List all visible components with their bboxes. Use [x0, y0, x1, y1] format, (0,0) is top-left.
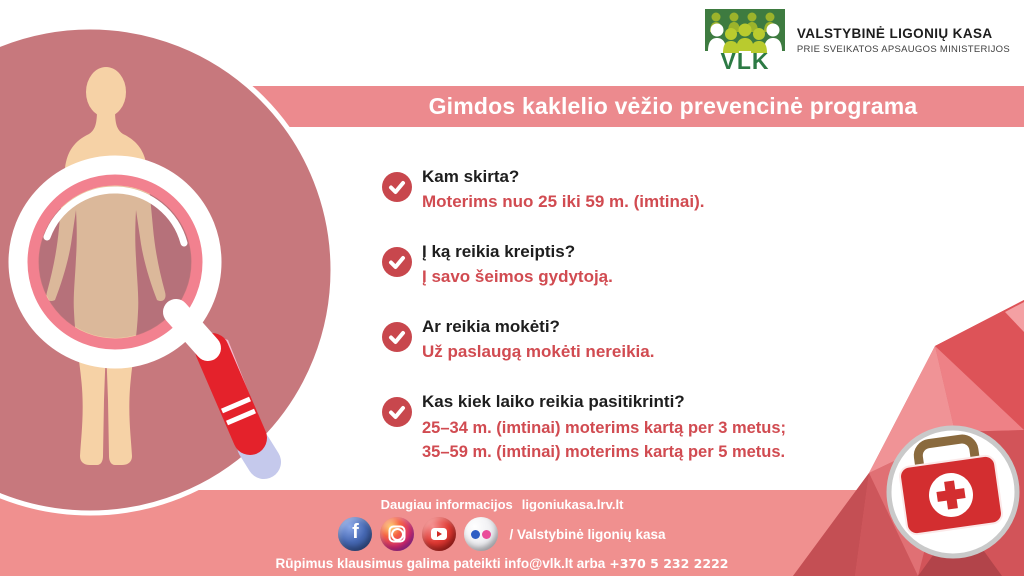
answer: Į savo šeimos gydytoją. — [422, 266, 613, 286]
magnifying-glass-icon — [18, 165, 264, 462]
answer: Už paslaugą mokėti nereikia. — [422, 341, 655, 361]
play-glyph — [431, 528, 447, 540]
question: Kas kiek laiko reikia pasitikrinti? — [422, 391, 685, 411]
qa-item-ar-moketi — [382, 317, 832, 362]
question: Į ką reikia kreiptis? — [422, 241, 576, 261]
more-info-url: ligoniukasa.lrv.lt — [521, 497, 624, 512]
footer-bar — [0, 490, 1024, 576]
brand-text — [797, 26, 1010, 55]
brand-subtitle: PRIE SVEIKATOS APSAUGOS MINISTERIJOS — [796, 43, 1010, 55]
title-bar — [252, 86, 1024, 127]
answer: Moterims nuo 25 iki 59 m. (imtinai). — [422, 191, 705, 211]
footer-content — [0, 490, 1004, 576]
social-row — [0, 517, 1004, 551]
qa-item-kas-kiek-laiko — [382, 392, 832, 465]
qa-item-kam-skirta — [382, 167, 832, 212]
vlk-logo-text: VLK — [720, 48, 770, 71]
facebook-glyph: f — [352, 521, 359, 543]
camera-glyph — [389, 526, 406, 543]
flickr-icon[interactable] — [464, 517, 498, 551]
question: Ar reikia mokėti? — [422, 316, 560, 336]
facebook-icon[interactable] — [338, 517, 372, 551]
more-info-line — [0, 497, 1004, 512]
social-caption: / Valstybinė ligonių kasa — [509, 526, 666, 542]
check-icon — [382, 322, 412, 352]
check-icon — [382, 397, 412, 427]
vlk-logo — [703, 9, 787, 71]
contact-text: Rūpimus klausimus galima pateikti info@vlk.lt arba — [275, 556, 606, 571]
female-body-silhouette — [46, 67, 165, 465]
youtube-icon[interactable] — [422, 517, 456, 551]
instagram-icon[interactable] — [380, 517, 414, 551]
qa-list — [382, 167, 832, 495]
phone-number: +370 5 232 2222 — [609, 556, 729, 571]
brand-name: VALSTYBINĖ LIGONIŲ KASA — [796, 25, 993, 41]
check-icon — [382, 172, 412, 202]
page-title: Gimdos kaklelio vėžio prevencinė programa — [428, 93, 918, 119]
more-info-label: Daugiau informacijos — [380, 497, 513, 512]
qa-item-kur-kreiptis — [382, 242, 832, 287]
question: Kam skirta? — [422, 167, 520, 186]
check-icon — [382, 247, 412, 277]
brand-header — [703, 9, 1010, 71]
contact-line — [0, 556, 1004, 571]
answer-line-1: 25–34 m. (imtinai) moterims kartą per 3 metus; — [422, 418, 787, 437]
answer-line-2: 35–59 m. (imtinai) moterims kartą per 5 metus. — [422, 442, 786, 461]
